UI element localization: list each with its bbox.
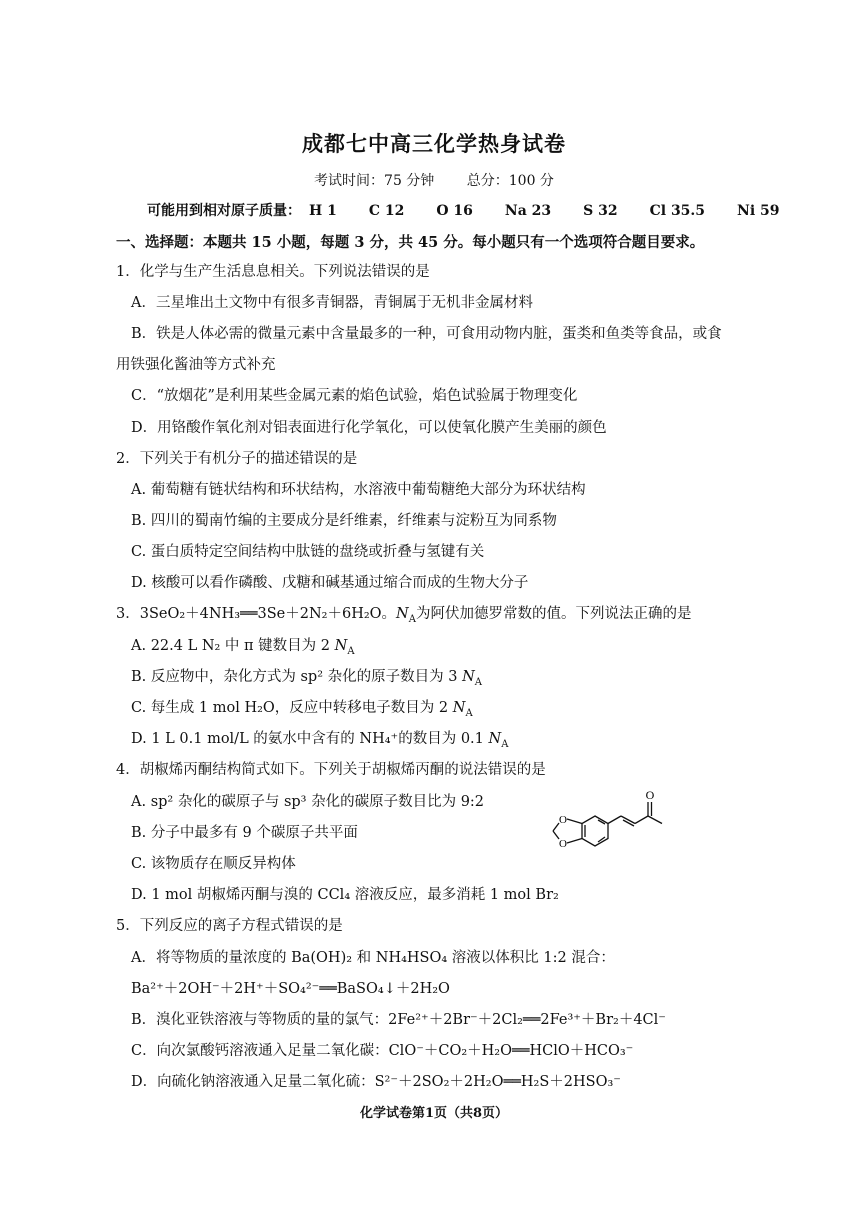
q3-option-d bbox=[131, 729, 508, 755]
q5-option-b: B．溴化亚铁溶液与等物质的量的氯气：2Fe²⁺＋2Br⁻＋2Cl₂══2Fe³⁺＋Br₂＋4Cl⁻ bbox=[131, 1012, 666, 1028]
q2-stem: 2．下列关于有机分子的描述错误的是 bbox=[116, 451, 358, 467]
avogadro-subscript: A bbox=[408, 613, 416, 625]
q3-option-b bbox=[131, 667, 482, 693]
q4-option-b: B. 分子中最多有 9 个碳原子共平面 bbox=[131, 825, 358, 841]
q5-option-a: A．将等物质的量浓度的 Ba(OH)₂ 和 NH₄HSO₄ 溶液以体积比 1:2 混合： bbox=[131, 950, 615, 966]
q1-stem: 1．化学与生产生活息息相关。下列说法错误的是 bbox=[116, 264, 430, 280]
ring-oxygen-label: O bbox=[559, 838, 567, 850]
avogadro-subscript: A bbox=[465, 707, 473, 719]
section-title: 一、选择题：本题共 15 小题，每题 3 分，共 45 分。每小题只有一个选项符合题目要求。 bbox=[116, 234, 705, 251]
avogadro-symbol: N bbox=[334, 638, 348, 654]
q1-option-b: B．铁是人体必需的微量元素中含量最多的一种，可食用动物内脏，蛋类和鱼类等食品，或食 bbox=[131, 326, 722, 342]
exam-meta bbox=[0, 170, 868, 190]
q4-option-a: A. sp² 杂化的碳原子与 sp³ 杂化的碳原子数目比为 9:2 bbox=[131, 794, 485, 810]
avogadro-symbol: N bbox=[452, 700, 466, 716]
q3-option-d-text: D. 1 L 0.1 mol/L 的氨水中含有的 NH₄⁺的数目为 0.1 bbox=[131, 731, 489, 747]
q5-option-c: C．向次氯酸钙溶液通入足量二氧化碳：ClO⁻＋CO₂＋H₂O══HClO＋HCO₃⁻ bbox=[131, 1043, 634, 1059]
q3-option-c-text: C. 每生成 1 mol H₂O，反应中转移电子数目为 2 bbox=[131, 700, 453, 716]
q1-option-d: D．用铬酸作氧化剂对铝表面进行化学氧化，可以使氧化膜产生美丽的颜色 bbox=[131, 420, 607, 436]
mass-item: S 32 bbox=[583, 203, 618, 219]
q4-option-d: D. 1 mol 胡椒烯丙酮与溴的 CCl₄ 溶液反应，最多消耗 1 mol Br₂ bbox=[131, 887, 559, 903]
q3-option-a bbox=[131, 636, 355, 662]
ring-oxygen-label: O bbox=[559, 814, 567, 826]
carbonyl-oxygen-label: O bbox=[645, 788, 655, 802]
q1-option-c: C．“放烟花”是利用某些金属元素的焰色试验，焰色试验属于物理变化 bbox=[131, 388, 578, 404]
q1-option-b-cont: 用铁强化酱油等方式补充 bbox=[116, 357, 276, 373]
q3-equation: 3SeO₂＋4NH₃══3Se＋2N₂＋6H₂O。 bbox=[139, 606, 397, 622]
avogadro-symbol: N bbox=[462, 669, 475, 685]
q4-option-c: C. 该物质存在顺反异构体 bbox=[131, 856, 296, 872]
q4-stem: 4．胡椒烯丙酮结构简式如下。下列关于胡椒烯丙酮的说法错误的是 bbox=[116, 762, 546, 778]
q5-option-d: D．向硫化钠溶液通入足量二氧化硫：S²⁻＋2SO₂＋2H₂O══H₂S＋2HSO₃⁻ bbox=[131, 1074, 621, 1090]
avogadro-subscript: A bbox=[474, 676, 482, 688]
q3-option-c bbox=[131, 698, 473, 724]
q3-option-b-text: B. 反应物中，杂化方式为 sp² 杂化的原子数目为 3 bbox=[131, 669, 463, 685]
q2-option-c: C. 蛋白质特定空间结构中肽链的盘绕或折叠与氢键有关 bbox=[131, 544, 485, 560]
q3-option-a-text: A. 22.4 L N₂ 中 π 键数目为 2 bbox=[131, 638, 335, 654]
page-title: 成都七中高三化学热身试卷 bbox=[302, 131, 566, 156]
mass-item: C 12 bbox=[368, 203, 405, 219]
mass-item: Ni 59 bbox=[737, 203, 780, 219]
avogadro-subscript: A bbox=[347, 645, 355, 657]
piperonylideneacetone-structure bbox=[545, 786, 695, 866]
avogadro-symbol: N bbox=[396, 606, 409, 622]
page-footer: 化学试卷第1页（共8页） bbox=[359, 1106, 509, 1121]
mass-item: H 1 bbox=[309, 203, 337, 219]
atomic-masses-label: 可能用到相对原子质量： bbox=[147, 203, 301, 219]
exam-time: 考试时间：75 分钟 bbox=[314, 173, 435, 189]
q2-option-b: B. 四川的蜀南竹编的主要成分是纤维素，纤维素与淀粉互为同系物 bbox=[131, 513, 557, 529]
mass-item: Na 23 bbox=[504, 203, 552, 219]
atomic-masses bbox=[147, 200, 812, 220]
q3-number: 3． bbox=[116, 606, 140, 622]
q2-option-a: A. 葡萄糖有链状结构和环状结构，水溶液中葡萄糖绝大部分为环状结构 bbox=[131, 482, 586, 498]
q5-stem: 5．下列反应的离子方程式错误的是 bbox=[116, 918, 343, 934]
mass-item: Cl 35.5 bbox=[649, 203, 706, 219]
q1-option-a: A．三星堆出土文物中有很多青铜器，青铜属于无机非金属材料 bbox=[131, 295, 533, 311]
q5-option-a-equation: Ba²⁺＋2OH⁻＋2H⁺＋SO₄²⁻══BaSO₄↓＋2H₂O bbox=[131, 981, 450, 997]
avogadro-subscript: A bbox=[501, 738, 509, 750]
q3-stem bbox=[116, 604, 691, 630]
q3-stem-tail: 为阿伏加德罗常数的值。下列说法正确的是 bbox=[415, 606, 692, 622]
q2-option-d: D. 核酸可以看作磷酸、戊糖和碱基通过缩合而成的生物大分子 bbox=[131, 575, 529, 591]
mass-item: O 16 bbox=[436, 203, 473, 219]
total-score: 总分：100 分 bbox=[466, 173, 554, 189]
avogadro-symbol: N bbox=[488, 731, 502, 747]
